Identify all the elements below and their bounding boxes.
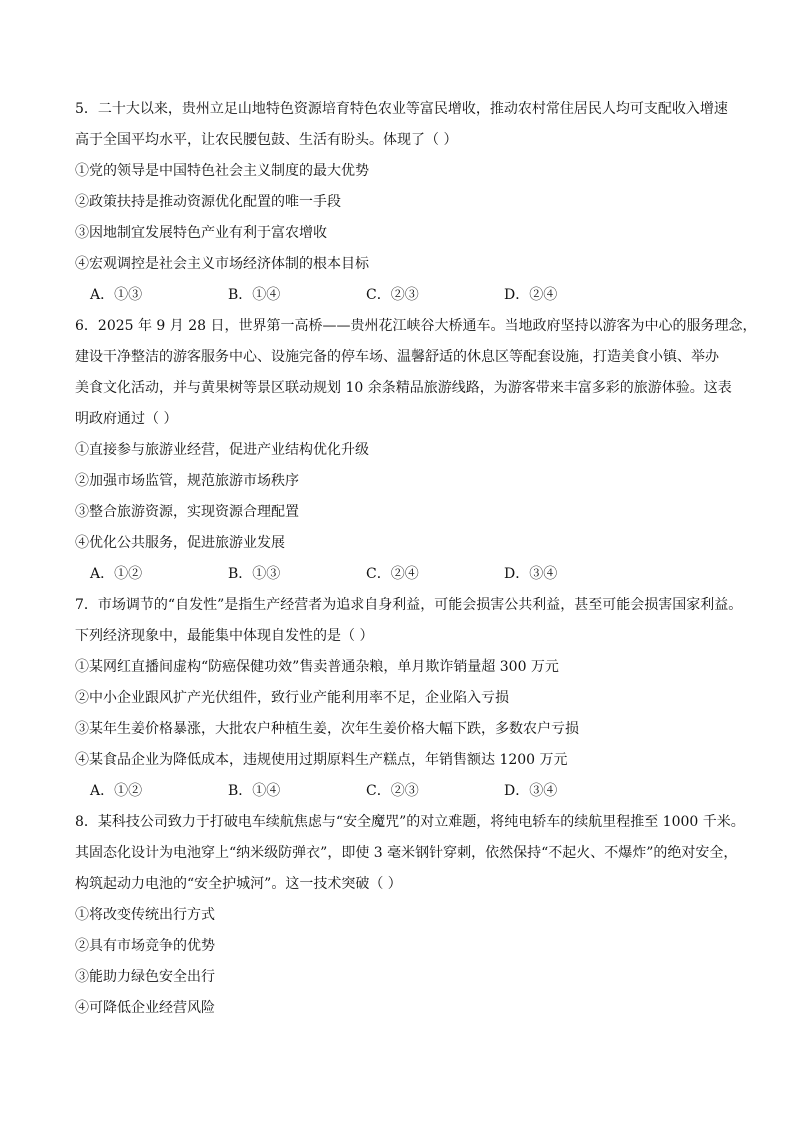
question-stem xyxy=(75,596,743,658)
choice-d: D．③④ xyxy=(504,566,558,582)
question-5 xyxy=(75,100,730,317)
statement-option-3: ③能助力绿色安全出行 xyxy=(75,969,215,985)
answer-choices xyxy=(75,782,730,813)
question-8 xyxy=(75,813,745,1030)
question-stem xyxy=(75,100,730,162)
statement-option-4: ④宏观调控是社会主义市场经济体制的根本目标 xyxy=(75,256,369,272)
question-list xyxy=(75,100,757,1030)
question-7 xyxy=(75,596,743,813)
statement-option-4: ④优化公共服务，促进旅游业发展 xyxy=(75,535,285,551)
stem-line: 构筑起动力电池的“安全护城河”。这一技术突破（ ） xyxy=(75,876,402,892)
statement-option-1: ①党的领导是中国特色社会主义制度的最大优势 xyxy=(75,163,369,179)
question-stem xyxy=(75,317,757,441)
stem-line: 高于全国平均水平，让农民腰包鼓、生活有盼头。体现了（ ） xyxy=(75,132,458,148)
stem-line: 美食文化活动，并与黄果树等景区联动规划 10 余条精品旅游线路，为游客带来丰富多彩的旅游体验。这表 xyxy=(75,380,732,396)
choice-d: D．②④ xyxy=(504,287,558,303)
choice-b: B．①③ xyxy=(228,566,281,582)
answer-choices xyxy=(75,286,730,317)
statement-option-1: ①将改变传统出行方式 xyxy=(75,907,215,923)
stem-line: 7．市场调节的“自发性”是指生产经营者为追求自身利益，可能会损害公共利益，甚至可能会损害国家利益。 xyxy=(75,597,743,613)
statement-option-2: ②具有市场竞争的优势 xyxy=(75,938,215,954)
statement-option-2: ②政策扶持是推动资源优化配置的唯一手段 xyxy=(75,194,341,210)
choice-a: A．①② xyxy=(90,783,143,799)
statement-option-1: ①某网红直播间虚构“防癌保健功效”售卖普通杂粮，单月欺诈销量超 300 万元 xyxy=(75,659,559,675)
stem-line: 其固态化设计为电池穿上“纳米级防弹衣”，即使 3 毫米钢针穿刺，依然保持“不起火、不爆炸”的绝对安全， xyxy=(75,845,738,861)
choice-c: C．②③ xyxy=(366,783,419,799)
statement-option-1: ①直接参与旅游业经营，促进产业结构优化升级 xyxy=(75,442,369,458)
stem-line: 6．2025 年 9 月 28 日，世界第一高桥——贵州花江峡谷大桥通车。当地政府坚持以游客为中心的服务理念， xyxy=(75,318,757,334)
stem-line: 明政府通过（ ） xyxy=(75,411,178,427)
statement-option-2: ②加强市场监管，规范旅游市场秩序 xyxy=(75,473,299,489)
question-stem xyxy=(75,813,745,906)
stem-line: 5．二十大以来，贵州立足山地特色资源培育特色农业等富民增收，推动农村常住居民人均可支配收入增速 xyxy=(75,101,728,117)
stem-line: 下列经济现象中，最能集中体现自发性的是（ ） xyxy=(75,628,374,644)
choice-b: B．①④ xyxy=(228,783,281,799)
stem-line: 8．某科技公司致力于打破电车续航焦虑与“安全魔咒”的对立难题，将纯电轿车的续航里程推至 1000 千米。 xyxy=(75,814,745,830)
question-6 xyxy=(75,317,757,596)
choice-c: C．②③ xyxy=(366,287,419,303)
statement-option-2: ②中小企业跟风扩产光伏组件，致行业产能利用率不足，企业陷入亏损 xyxy=(75,690,509,706)
statement-option-3: ③某年生姜价格暴涨，大批农户种植生姜，次年生姜价格大幅下跌，多数农户亏损 xyxy=(75,721,579,737)
choice-b: B．①④ xyxy=(228,287,281,303)
statement-option-4: ④某食品企业为降低成本，违规使用过期原料生产糕点，年销售额达 1200 万元 xyxy=(75,752,568,768)
choice-a: A．①③ xyxy=(90,287,143,303)
choice-d: D．③④ xyxy=(504,783,558,799)
choice-a: A．①② xyxy=(90,566,143,582)
statement-option-3: ③整合旅游资源，实现资源合理配置 xyxy=(75,504,299,520)
choice-c: C．②④ xyxy=(366,566,419,582)
answer-choices xyxy=(75,565,730,596)
statement-option-3: ③因地制宜发展特色产业有利于富农增收 xyxy=(75,225,327,241)
statement-option-4: ④可降低企业经营风险 xyxy=(75,1000,215,1016)
stem-line: 建设干净整洁的游客服务中心、设施完备的停车场、温馨舒适的休息区等配套设施，打造美食小镇、举办 xyxy=(75,349,719,365)
